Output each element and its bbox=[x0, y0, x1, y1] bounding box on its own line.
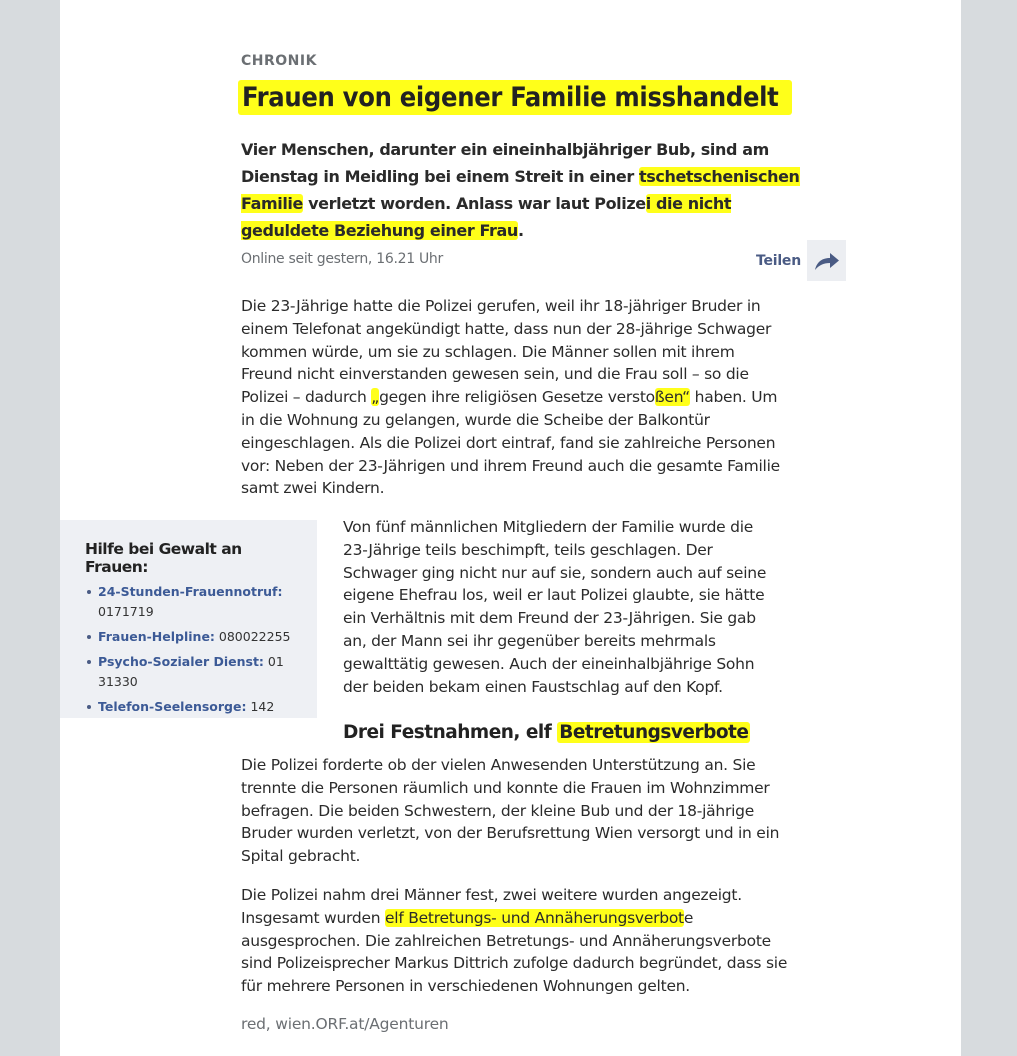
share-label[interactable]: Teilen bbox=[755, 252, 801, 269]
share-arrow-icon bbox=[813, 250, 841, 272]
lead-text: verletzt worden. Anlass war laut Polize bbox=[302, 194, 646, 213]
paragraph-2: Von fünf männlichen Mitgliedern der Familie wurde die 23-Jährige teils beschimpft, teils geschlagen. Der Schwager ging nicht nur auf sie, sondern auch auf seine eigene Ehefrau los, weil er laut Polizei glaubte, sie hätte ein Verhältnis mit dem Freund der 23-Jährigen. Sie gab an, der Mann sei ihr gegenüber bereits mehrmals gewalttätig gewesen. Auch der eineinhalbjährige Sohn der beiden bekam einen Faustschlag auf den Kopf. bbox=[343, 518, 767, 696]
section-subheading bbox=[343, 722, 750, 743]
share-button[interactable] bbox=[756, 240, 846, 281]
article-meta bbox=[241, 249, 846, 289]
quote-highlight-open: „ bbox=[371, 388, 380, 407]
help-item-helpline bbox=[85, 627, 303, 647]
help-link[interactable]: Psycho-Sozialer Dienst: bbox=[98, 654, 264, 669]
help-link[interactable]: Telefon-Seelensorge: bbox=[98, 699, 247, 714]
help-number: 080022255 bbox=[218, 629, 291, 644]
paragraph-highlight: elf Betretungs- und Annäherungsverbot bbox=[385, 908, 684, 927]
article-lead bbox=[241, 136, 801, 244]
paragraph-text: Die Polizei nahm drei Männer fest, zwei weitere wurden angezeigt. Insgesamt wurden bbox=[241, 886, 742, 927]
help-item-frauennotruf bbox=[85, 582, 303, 622]
subheading-highlight: Betretungsverbote bbox=[559, 722, 749, 743]
subheading-text: Drei Festnahmen, elf bbox=[343, 722, 558, 743]
help-item-seelensorge bbox=[85, 697, 303, 717]
help-infobox bbox=[60, 520, 317, 718]
article-headline bbox=[238, 82, 792, 113]
lead-text: . bbox=[517, 221, 524, 240]
infobox-title: Hilfe bei Gewalt an Frauen: bbox=[85, 540, 242, 576]
share-icon[interactable] bbox=[807, 240, 846, 281]
quote-highlight-close: ßen“ bbox=[654, 388, 690, 407]
help-number: 142 bbox=[250, 699, 275, 714]
paragraph-text: e ausgesprochen. Die zahlreichen Betretungs- und Annäherungsverbote sind Polizeisprecher Markus Dittrich zufolge dadurch begründet, dass sie für mehrere Personen in verschiedenen Wohnungen gelten. bbox=[241, 908, 788, 996]
paragraph-text: gegen ihre religiösen Gesetze versto bbox=[379, 388, 655, 407]
publish-date: Online seit gestern, 16.21 Uhr bbox=[241, 251, 443, 267]
category-kicker[interactable]: CHRONIK bbox=[241, 53, 317, 69]
lead-highlight-1: tschetschenischen Familie bbox=[241, 167, 800, 213]
paragraph-4 bbox=[241, 884, 801, 998]
lead-text: Vier Menschen, darunter ein eineinhalbjähriger Bub, sind am Dienstag in Meidling bei einem Streit in einer bbox=[241, 140, 769, 186]
article-page bbox=[60, 0, 961, 1056]
help-list bbox=[85, 582, 303, 717]
paragraph-text: haben. Um in die Wohnung zu gelangen, wurde die Scheibe der Balkontür eingeschlagen. Als die Polizei dort eintraf, fand sie zahlreiche Personen vor: Neben der 23-Jährigen und ihrem Freund auch die gesamte Familie samt zwei Kindern. bbox=[241, 388, 780, 498]
source-credit: red, wien.ORF.at/Agenturen bbox=[241, 1015, 449, 1033]
paragraph-3: Die Polizei forderte ob der vielen Anwesenden Unterstützung an. Sie trennte die Personen räumlich und konnte die Frauen im Wohnzimmer befragen. Die beiden Schwestern, der kleine Bub und der 18-jährige Bruder wurden verletzt, von der Berufsrettung Wien versorgt und in ein Spital gebracht. bbox=[241, 756, 780, 866]
help-number: 0171719 bbox=[98, 604, 154, 619]
help-link[interactable]: 24-Stunden-Frauennotruf: bbox=[98, 584, 283, 599]
help-number: 01 31330 bbox=[98, 654, 284, 689]
help-item-psycho-sozialer-dienst bbox=[85, 652, 303, 692]
help-link[interactable]: Frauen-Helpline: bbox=[98, 629, 215, 644]
paragraph-1 bbox=[241, 295, 786, 500]
highlighted-headline: Frauen von eigener Familie misshandelt bbox=[238, 80, 792, 115]
paragraph-text: Die 23-Jährige hatte die Polizei gerufen, weil ihr 18-jähriger Bruder in einem Telefonat angekündigt hatte, dass nun der 28-jährige Schwager kommen würde, um sie zu schlagen. Die Männer sollen mit ihrem Freund nicht einverstanden gewesen sein, und die Frau soll – so die Polizei – dadurch bbox=[241, 297, 772, 407]
lead-highlight-2: i die nicht geduldete Beziehung einer Frau bbox=[241, 194, 732, 240]
